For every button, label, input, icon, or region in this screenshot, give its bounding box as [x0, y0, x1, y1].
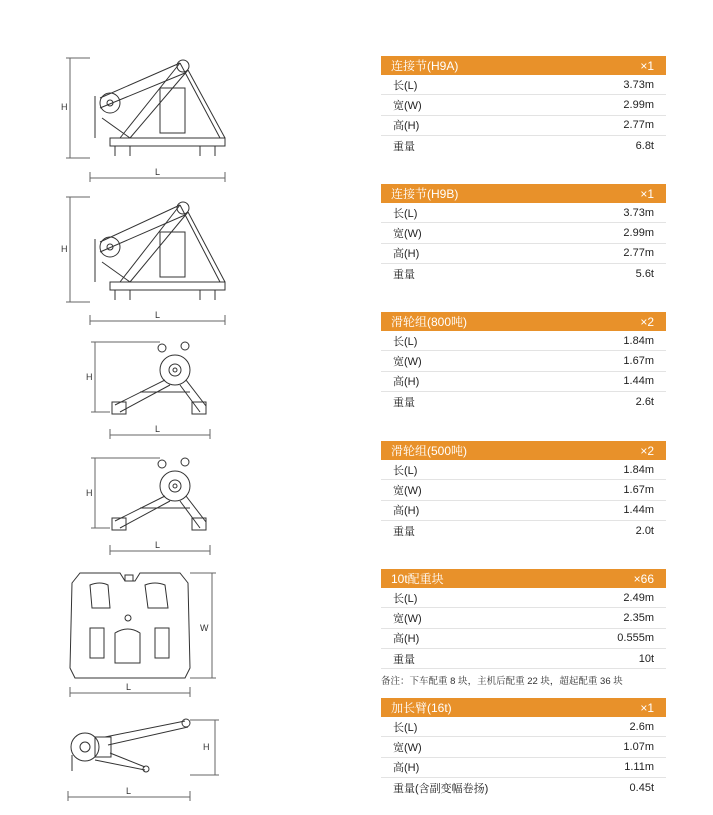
h9b-length-label: L	[155, 310, 161, 320]
drawing-pulley-500	[0, 448, 370, 563]
row-label: 高(H)	[393, 762, 420, 775]
spec-row	[381, 629, 666, 649]
spec-counterweight	[381, 569, 666, 687]
spec-header	[381, 441, 666, 460]
drawing-h9a	[0, 48, 370, 188]
spec-row	[381, 136, 666, 155]
row-value: 1.07m	[623, 740, 654, 753]
spec-row	[381, 95, 666, 115]
row-value: 2.0t	[635, 524, 654, 537]
row-label: 宽(W)	[393, 741, 422, 754]
row-value: 6.8t	[635, 139, 654, 152]
row-label: 长(L)	[393, 464, 418, 477]
spec-qty: ×66	[633, 571, 654, 586]
spec-row	[381, 116, 666, 136]
spec-qty: ×1	[640, 700, 654, 715]
spec-row	[381, 480, 666, 500]
row-label: 高(H)	[393, 505, 420, 518]
row-value: 2.49m	[623, 591, 654, 604]
spec-row	[381, 737, 666, 757]
row-label: 高(H)	[393, 120, 420, 133]
row-label: 高(H)	[393, 633, 420, 646]
pulley-800-illustration	[0, 330, 370, 445]
h9a-frame-illustration	[0, 48, 370, 188]
row-label: 长(L)	[393, 592, 418, 605]
row-label: 重量	[393, 396, 415, 409]
row-label: 宽(W)	[393, 227, 422, 240]
spec-title: 连接节(H9B)	[391, 187, 459, 201]
spec-title: 滑轮组(500吨)	[391, 444, 468, 458]
row-value: 2.35m	[623, 611, 654, 624]
row-value: 1.11m	[624, 761, 654, 774]
spec-row	[381, 244, 666, 264]
counterweight-length-label: L	[126, 682, 132, 692]
row-value: 1.67m	[623, 354, 654, 367]
spec-header	[381, 184, 666, 203]
spec-title: 加长臂(16t)	[391, 701, 452, 715]
row-label: 重量	[393, 268, 415, 281]
row-label: 重量(含副变幅卷扬)	[393, 782, 489, 795]
spec-row	[381, 608, 666, 628]
spec-qty: ×2	[640, 314, 654, 329]
spec-row	[381, 75, 666, 95]
counterweight-note: 备注：下车配重 8 块，主机后配重 22 块，超起配重 36 块	[381, 676, 623, 688]
spec-title: 10t配重块	[391, 572, 444, 586]
extension-arm-length-label: L	[126, 786, 132, 796]
spec-pulley-800	[381, 312, 666, 411]
spec-h9a	[381, 56, 666, 155]
spec-header	[381, 569, 666, 588]
row-label: 重量	[393, 140, 415, 153]
spec-row	[381, 521, 666, 540]
row-value: 1.84m	[623, 334, 654, 347]
drawing-counterweight	[0, 563, 370, 703]
spec-header	[381, 56, 666, 75]
row-label: 高(H)	[393, 248, 420, 261]
spec-row	[381, 758, 666, 778]
spec-row	[381, 264, 666, 283]
pulley-500-illustration	[0, 448, 370, 563]
row-label: 重量	[393, 653, 415, 666]
row-value: 0.555m	[617, 632, 654, 645]
row-value: 1.84m	[623, 463, 654, 476]
pulley-800-height-label: H	[86, 372, 93, 382]
spec-row	[381, 778, 666, 797]
row-value: 2.6t	[635, 395, 654, 408]
counterweight-width-label: W	[200, 623, 209, 633]
h9a-length-label: L	[155, 167, 161, 177]
row-value: 2.6m	[629, 720, 654, 733]
h9b-height-label: H	[61, 244, 68, 254]
spec-pulley-500	[381, 441, 666, 540]
spec-qty: ×1	[640, 58, 654, 73]
spec-row	[381, 460, 666, 480]
row-value: 10t	[638, 652, 654, 665]
spec-row	[381, 223, 666, 243]
spec-qty: ×2	[640, 443, 654, 458]
row-value: 3.73m	[623, 78, 654, 91]
row-label: 重量	[393, 525, 415, 538]
spec-row	[381, 203, 666, 223]
pulley-500-length-label: L	[155, 540, 161, 550]
spec-row	[381, 717, 666, 737]
row-label: 长(L)	[393, 79, 418, 92]
h9b-frame-illustration	[0, 187, 370, 327]
row-label: 长(L)	[393, 335, 418, 348]
spec-row	[381, 649, 666, 669]
drawing-pulley-800	[0, 330, 370, 445]
spec-header	[381, 312, 666, 331]
row-value: 2.77m	[623, 247, 654, 260]
spec-h9b	[381, 184, 666, 283]
spec-row	[381, 331, 666, 351]
row-label: 高(H)	[393, 376, 420, 389]
drawing-extension-arm	[0, 705, 370, 810]
row-value: 5.6t	[635, 267, 654, 280]
extension-arm-height-label: H	[203, 742, 210, 752]
row-value: 0.45t	[629, 781, 654, 794]
row-value: 2.99m	[623, 98, 654, 111]
spec-title: 滑轮组(800吨)	[391, 315, 468, 329]
spec-header	[381, 698, 666, 717]
counterweight-illustration	[0, 563, 370, 703]
row-label: 宽(W)	[393, 99, 422, 112]
row-label: 长(L)	[393, 207, 418, 220]
row-label: 宽(W)	[393, 355, 422, 368]
pulley-800-length-label: L	[155, 424, 161, 434]
spec-title: 连接节(H9A)	[391, 59, 459, 73]
spec-qty: ×1	[640, 186, 654, 201]
pulley-500-height-label: H	[86, 488, 93, 498]
spec-row	[381, 588, 666, 608]
spec-row	[381, 351, 666, 371]
row-label: 宽(W)	[393, 612, 422, 625]
row-value: 2.99m	[623, 226, 654, 239]
row-value: 3.73m	[623, 206, 654, 219]
drawing-h9b	[0, 187, 370, 327]
spec-extension-arm	[381, 698, 666, 797]
spec-row	[381, 392, 666, 411]
spec-row	[381, 372, 666, 392]
row-value: 1.44m	[623, 504, 654, 517]
h9a-height-label: H	[61, 102, 68, 112]
row-label: 宽(W)	[393, 484, 422, 497]
row-value: 1.44m	[623, 375, 654, 388]
row-label: 长(L)	[393, 721, 418, 734]
row-value: 1.67m	[623, 483, 654, 496]
spec-row	[381, 501, 666, 521]
extension-arm-illustration	[0, 705, 370, 810]
row-value: 2.77m	[623, 119, 654, 132]
